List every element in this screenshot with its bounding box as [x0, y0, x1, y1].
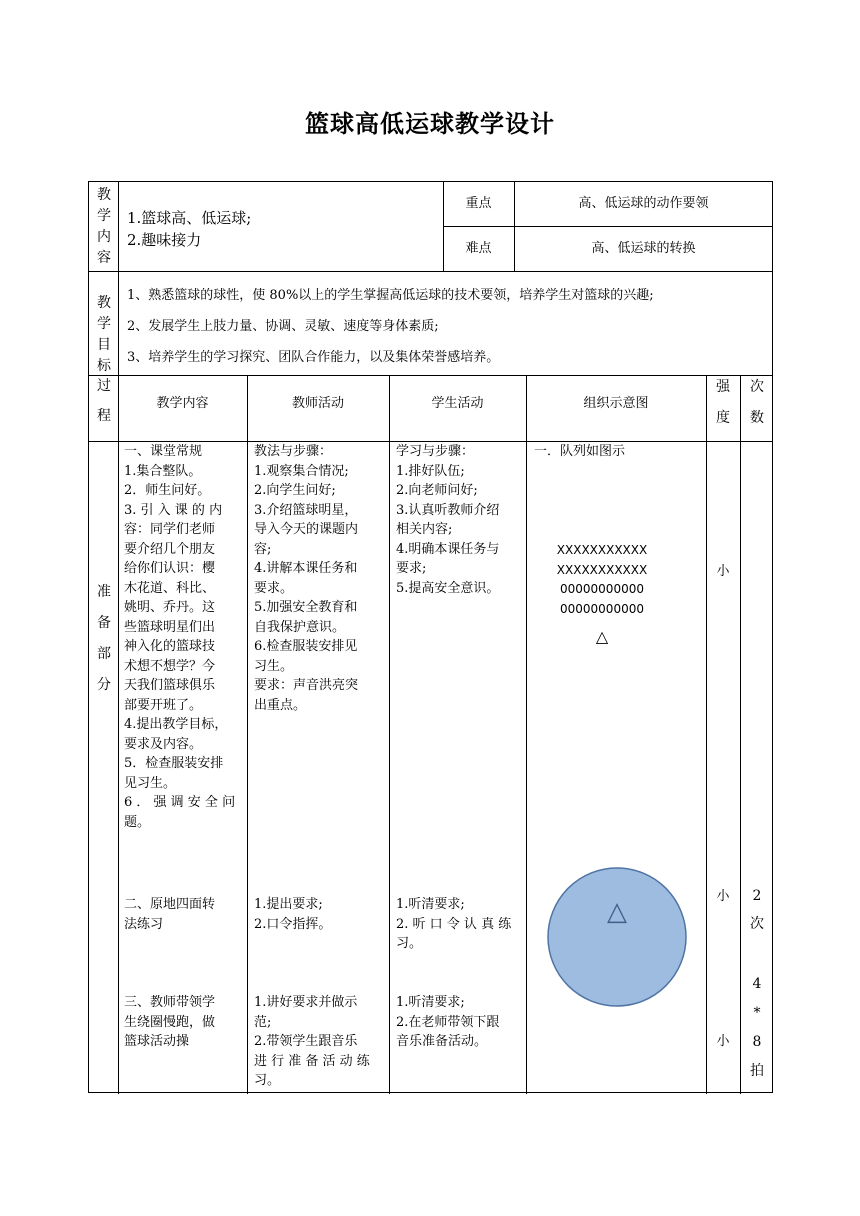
goals-label-char: 学	[97, 316, 111, 332]
difficult-point-label: 难点	[465, 241, 492, 256]
text-line: 部要开班了。	[124, 697, 203, 713]
difficult-point-value: 高、低运球的转换	[591, 241, 696, 256]
goals-label-char: 教	[97, 295, 111, 311]
text-line: 习生。	[254, 658, 294, 674]
text-line: 6.检查服装安排见	[254, 639, 358, 654]
text-line: 进 行 准 备 活 动 练	[254, 1053, 370, 1069]
col-divider	[526, 375, 527, 1094]
text-line: 天我们篮球俱乐	[124, 678, 216, 693]
text-line: 给你们认识：樱	[124, 561, 216, 576]
text-line: 音乐准备活动。	[396, 1034, 488, 1049]
sec3-count-char: 拍	[750, 1063, 764, 1079]
text-line: 习。	[396, 936, 423, 951]
text-line: 神入化的篮球技	[124, 639, 216, 654]
goal-line: 3、培养学生的学习探究、团队合作能力，以及集体荣誉感培养。	[127, 350, 500, 365]
text-line: 1.听清要求;	[396, 897, 465, 912]
header-intensity-char: 度	[716, 410, 730, 426]
text-line: 些篮球明星们出	[124, 619, 216, 635]
sec1-teacher	[254, 442, 384, 715]
header-student-activity: 学生活动	[431, 396, 484, 411]
content-line: 1.篮球高、低运球;	[127, 209, 252, 227]
header-intensity-char: 强	[716, 379, 730, 395]
text-line: 出重点。	[254, 697, 307, 713]
text-line: 6 ． 强 调 安 全 问	[124, 795, 236, 810]
text-line: 木花道、科比、	[124, 580, 216, 596]
sec2-count-char: 次	[750, 916, 764, 932]
goals-label-char: 标	[97, 358, 111, 374]
formation-row: XXXXXXXXXXX	[556, 562, 648, 577]
key-point-label: 重点	[465, 196, 492, 211]
header-diagram: 组织示意图	[583, 396, 649, 411]
text-line: 题。	[124, 814, 151, 830]
text-line: 学习与步骤：	[396, 444, 475, 459]
col-divider	[389, 375, 390, 1094]
prep-label-char: 部	[97, 646, 111, 662]
text-line: 2.向老师问好;	[396, 483, 478, 498]
process-label-char: 程	[97, 408, 111, 424]
content-label-char: 内	[97, 229, 111, 245]
content-label-char: 容	[97, 250, 111, 266]
formation-row: 00000000000	[560, 582, 644, 596]
text-line: 3.介绍篮球明星，	[254, 502, 358, 518]
text-line: 要求及内容。	[124, 736, 203, 752]
row-divider	[89, 375, 773, 376]
content-label-char: 学	[97, 208, 111, 224]
sec2-content	[124, 895, 242, 934]
text-line: 要求;	[396, 561, 427, 576]
text-line: 5.提高安全意识。	[396, 580, 500, 596]
text-line: 导入今天的课题内	[254, 522, 359, 537]
text-line: 三、教师带领学	[124, 995, 216, 1010]
sec2-teacher	[254, 895, 384, 934]
text-line: 3.认真听教师介绍	[396, 502, 500, 518]
text-line: 法练习	[124, 916, 164, 932]
text-line: 要介绍几个朋友	[124, 541, 216, 557]
formation-row: XXXXXXXXXXX	[556, 543, 648, 557]
text-line: 2.口令指挥。	[254, 916, 332, 932]
circle-triangle-icon: △	[607, 897, 627, 927]
sec3-count-char: 4	[752, 976, 762, 992]
text-line: 教法与步骤：	[254, 444, 333, 459]
sec3-count-char: *	[753, 1005, 761, 1021]
sec2-intensity: 小	[716, 889, 730, 904]
text-line: 要求：声音洪亮突	[254, 678, 359, 693]
header-teaching-content: 教学内容	[156, 396, 209, 411]
row-divider	[89, 271, 773, 272]
text-line: 范;	[254, 1014, 272, 1030]
text-line: 相关内容;	[396, 522, 453, 537]
text-line: 1.观察集合情况;	[254, 463, 349, 479]
col-divider	[706, 375, 707, 1094]
row-divider	[443, 226, 773, 227]
sec2-student	[396, 895, 522, 954]
text-line: 姚明、乔丹。这	[124, 600, 216, 615]
text-line: 4.提出教学目标，	[124, 717, 228, 732]
text-line: 二、原地四面转	[124, 897, 216, 912]
text-line: 5.加强安全教育和	[254, 600, 358, 615]
key-point-value: 高、低运球的动作要领	[578, 196, 709, 211]
sec2-count-char: 2	[752, 888, 762, 904]
text-line: 4.讲解本课任务和	[254, 561, 358, 576]
sec1-intensity: 小	[716, 564, 730, 579]
sec3-student	[396, 993, 522, 1052]
text-line: 4.明确本课任务与	[396, 541, 500, 557]
sec1-student	[396, 442, 522, 598]
sec3-intensity: 小	[716, 1034, 730, 1049]
col-divider	[118, 375, 119, 1094]
text-line: 1.提出要求;	[254, 897, 323, 912]
text-line: 一、课堂常规	[124, 444, 203, 459]
circle-formation-diagram	[546, 866, 688, 1008]
sec3-teacher	[254, 993, 384, 1091]
content-line: 2.趣味接力	[127, 231, 202, 249]
sec1-content	[124, 442, 242, 832]
text-line: 1.集合整队。	[124, 463, 202, 479]
goal-line: 1、熟悉篮球的球性，使 80%以上的学生掌握高低运球的技术要领，培养学生对篮球的兴趣;	[127, 288, 654, 303]
text-line: 见习生。	[124, 775, 177, 791]
text-line: 篮球活动操	[124, 1034, 190, 1049]
text-line: 2.带领学生跟音乐	[254, 1034, 358, 1049]
circle-formation-shape	[548, 868, 686, 1006]
goals-label-char: 目	[97, 337, 111, 353]
text-line: 1.讲好要求并做示	[254, 995, 358, 1010]
text-line: 习。	[254, 1073, 281, 1088]
text-line: 1.听清要求;	[396, 995, 465, 1010]
text-line: 2.在老师带领下跟	[396, 1014, 500, 1030]
text-line: 2. 听 口 令 认 真 练	[396, 916, 512, 932]
prep-label-char: 备	[97, 615, 111, 631]
goal-line: 2、发展学生上肢力量、协调、灵敏、速度等身体素质;	[127, 319, 439, 334]
text-line: 5．检查服装安排	[124, 756, 224, 771]
text-line: 容：同学们老师	[124, 522, 216, 537]
formation-row: 00000000000	[560, 601, 644, 616]
text-line: 1.排好队伍;	[396, 463, 465, 479]
process-label-char: 过	[97, 378, 111, 394]
prep-label-char: 分	[97, 677, 111, 693]
teacher-triangle-icon: △	[595, 627, 609, 646]
formation-rows	[547, 541, 657, 619]
lesson-plan-table	[88, 181, 773, 1093]
document-title: 篮球高低运球教学设计	[305, 110, 555, 138]
col-divider	[247, 375, 248, 1094]
text-line: 生绕圈慢跑，做	[124, 1014, 216, 1030]
text-line: 要求。	[254, 580, 294, 596]
sec3-content	[124, 993, 242, 1052]
prep-label-char: 准	[97, 584, 111, 600]
text-line: 2．师生问好。	[124, 483, 211, 498]
header-count-char: 次	[750, 379, 764, 395]
text-line: 2.向学生问好;	[254, 483, 336, 498]
sec1-diagram-title: 一．队列如图示	[534, 444, 626, 459]
text-line: 自我保护意识。	[254, 619, 346, 635]
content-label-char: 教	[97, 187, 111, 203]
text-line: 术想不想学？今	[124, 658, 216, 674]
sec3-count-char: 8	[752, 1034, 762, 1050]
header-teacher-activity: 教师活动	[291, 396, 344, 411]
text-line: 容;	[254, 541, 272, 557]
header-count-char: 数	[750, 410, 764, 426]
text-line: 3. 引 入 课 的 内	[124, 502, 223, 518]
